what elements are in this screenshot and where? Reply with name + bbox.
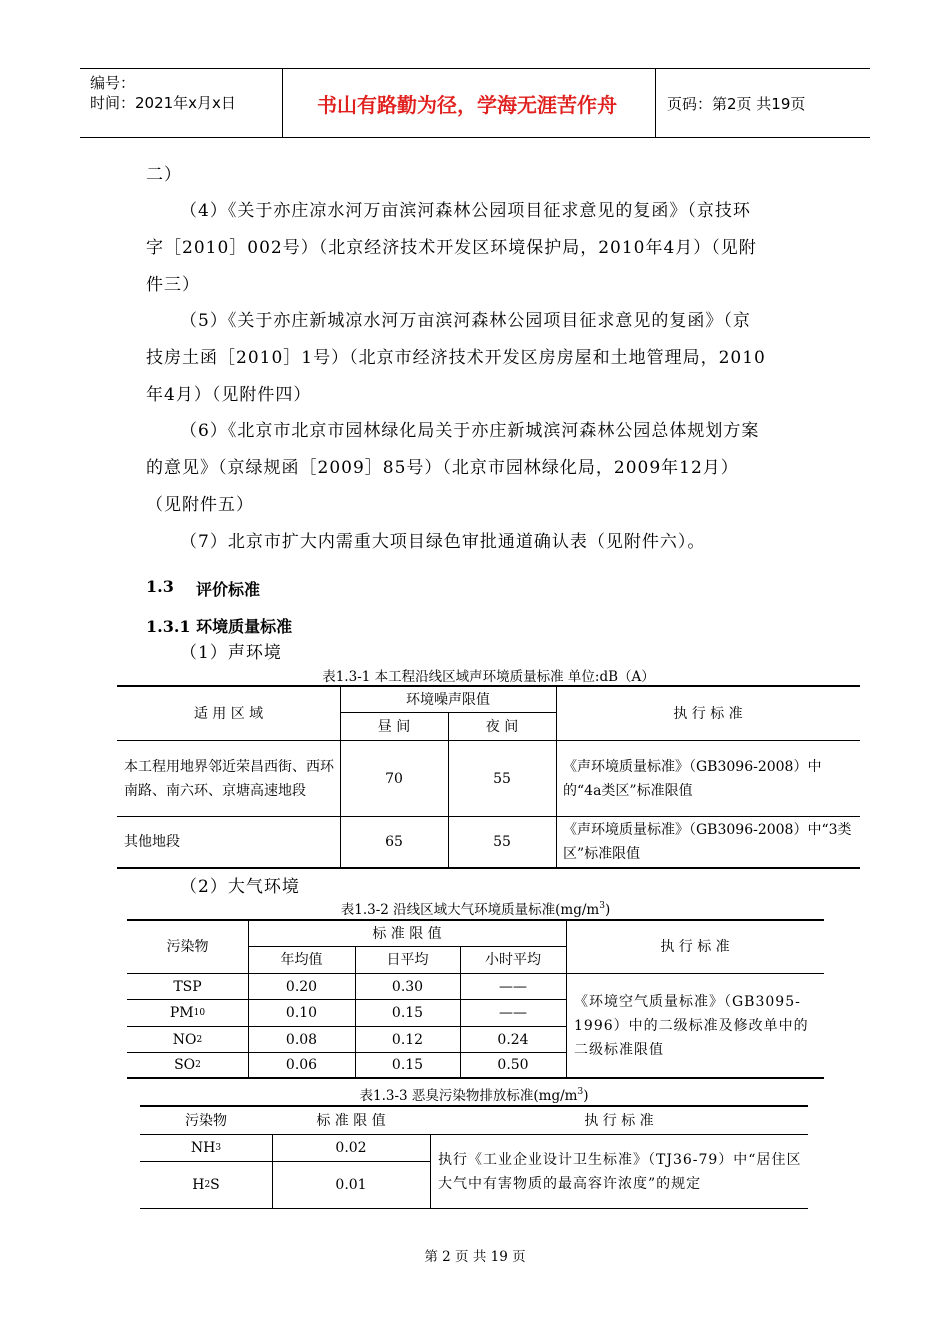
caption-text: 表1.3-2 沿线区域大气环境质量标准(mg/m <box>340 902 600 918</box>
page-footer: 第 2 页 共 19 页 <box>424 1249 526 1265</box>
table-cell: 0.24 <box>497 1031 529 1048</box>
table-cell: 0.08 <box>285 1031 318 1048</box>
caption-text: ) <box>604 902 611 918</box>
table-caption <box>127 898 824 918</box>
pollutant-sub: 2 <box>204 1180 211 1190</box>
column-header: 适 用 区 域 <box>193 705 264 722</box>
paragraph-line: 二） <box>146 165 182 185</box>
table-caption: 表1.3-1 本工程沿线区域声环境质量标准 单位:dB（A） <box>322 669 655 685</box>
table-cell: 55 <box>493 834 511 850</box>
pollutant-name: TSP <box>173 978 202 995</box>
table-rule <box>127 1077 824 1079</box>
table-cell: 本工程用地界邻近荣昌西街、西环南路、南六环、京塘高速地段 <box>124 758 334 799</box>
pollutant-name: NH <box>190 1140 216 1156</box>
table-cell: 0.15 <box>391 1057 424 1073</box>
table-cell: 0.02 <box>335 1140 367 1156</box>
pollutant-sub: 2 <box>195 1060 201 1070</box>
table-cell: 0.30 <box>391 978 424 995</box>
paragraph-line: 字［2010］002号）（北京经济技术开发区环境保护局，2010年4月）（见附 <box>146 238 757 258</box>
section-heading: 评价标准 <box>196 580 261 599</box>
table-cell: —— <box>499 978 527 995</box>
table-cell: 65 <box>385 834 403 850</box>
pollutant-sub: 3 <box>215 1143 222 1153</box>
table-cell: 0.01 <box>335 1177 367 1193</box>
paragraph-line: （4）《关于亦庄凉水河万亩滨河森林公园项目征求意见的复函》（京技环 <box>180 201 751 221</box>
table-cell <box>140 1135 272 1161</box>
caption-sup: 3 <box>599 901 605 911</box>
paragraph-line: 的意见》（京绿规函［2009］85号）（北京市园林绿化局，2009年12月） <box>146 458 739 478</box>
table-caption <box>140 1084 808 1104</box>
paragraph-line: 年4月）（见附件四） <box>146 385 312 405</box>
column-header: 日平均 <box>386 952 429 968</box>
column-header: 执 行 标 准 <box>584 1112 654 1129</box>
table-rule <box>430 1134 431 1208</box>
caption-text: ) <box>583 1088 589 1104</box>
paragraph-line: 件三） <box>146 275 200 295</box>
header-motto: 书山有路勤为径，学海无涯苦作舟 <box>317 93 617 117</box>
column-header: 执 行 标 准 <box>660 939 730 955</box>
header-number: 编号： <box>90 74 136 92</box>
header-meta <box>90 73 236 113</box>
column-header: 年均值 <box>280 952 323 968</box>
paragraph-line: （7）北京市扩大内需重大项目绿色审批通道确认表（见附件六）。 <box>180 532 706 552</box>
pollutant-name: PM <box>169 1005 194 1021</box>
table-cell <box>140 1162 272 1208</box>
table-cell: 《声环境质量标准》（GB3096-2008）中的“4a类区”标准限值 <box>563 758 822 799</box>
paragraph-line: （见附件五） <box>146 495 254 515</box>
page-header <box>80 68 870 138</box>
section-number: 1.3 <box>146 577 174 596</box>
pollutant-sub: 2 <box>196 1034 203 1045</box>
column-header: 执 行 标 准 <box>673 705 743 722</box>
caption-text: 表1.3-3 恶臭污染物排放标准(mg/m <box>359 1088 578 1104</box>
table-cell <box>127 974 248 999</box>
table-cell: 0.50 <box>497 1057 529 1073</box>
column-header: 小时平均 <box>485 952 541 968</box>
table-rule <box>140 1208 808 1209</box>
column-header: 标 准 限 值 <box>316 1112 386 1129</box>
table-cell: 《环境空气质量标准》（GB3095-1996）中的二级标准及修改单中的二级标准限值 <box>574 993 809 1058</box>
header-divider <box>655 69 656 137</box>
table-cell: 0.10 <box>285 1005 318 1021</box>
column-header: 夜 间 <box>485 718 519 735</box>
column-header: 环境噪声限值 <box>406 691 490 708</box>
column-header: 昼 间 <box>377 718 411 735</box>
header-date: 时间：2021年x月x日 <box>90 94 236 112</box>
column-header: 标 准 限 值 <box>372 925 442 942</box>
pollutant-name: SO <box>174 1057 196 1073</box>
paragraph-line: 技房土函［2010］1号）（北京市经济技术开发区房房屋和土地管理局，2010 <box>146 348 766 368</box>
pollutant-name: S <box>210 1177 220 1193</box>
table-cell: 0.20 <box>285 978 318 995</box>
table-cell: 执行《工业企业设计卫生标准》（TJ36-79）中“居住区大气中有害物质的最高容许浓度”的规定 <box>438 1151 802 1192</box>
table-cell <box>127 1053 248 1077</box>
caption-sup: 3 <box>577 1087 584 1097</box>
table-cell: 其他地段 <box>124 834 180 850</box>
subsection-label: （1）声环境 <box>180 643 282 663</box>
table-cell <box>127 1027 248 1052</box>
table-cell: 70 <box>385 770 403 787</box>
table-cell: 0.12 <box>391 1031 424 1048</box>
paragraph-line: （5）《关于亦庄新城凉水河万亩滨河森林公园项目征求意见的复函》（京 <box>180 311 751 331</box>
table-cell <box>127 1000 248 1026</box>
table-cell: 《声环境质量标准》（GB3096-2008）中“3类区”标准限值 <box>563 822 852 862</box>
subsection-label: （2）大气环境 <box>180 877 300 897</box>
table-rule <box>117 867 860 869</box>
table-cell: —— <box>499 1005 527 1021</box>
table-cell: 55 <box>493 770 511 787</box>
header-page-number: 页码：第2页 共19页 <box>667 95 806 113</box>
table-cell: 0.15 <box>391 1005 424 1021</box>
column-header: 污染物 <box>185 1112 227 1129</box>
pollutant-sub: 10 <box>193 1008 206 1018</box>
column-header: 污染物 <box>166 939 209 955</box>
paragraph-line: （6）《北京市北京市园林绿化局关于亦庄新城滨河森林公园总体规划方案 <box>180 421 760 441</box>
pollutant-name: H <box>192 1177 205 1193</box>
pollutant-name: NO <box>172 1031 197 1048</box>
subsection-heading: 1.3.1 环境质量标准 <box>146 617 293 636</box>
table-cell: 0.06 <box>285 1057 318 1073</box>
